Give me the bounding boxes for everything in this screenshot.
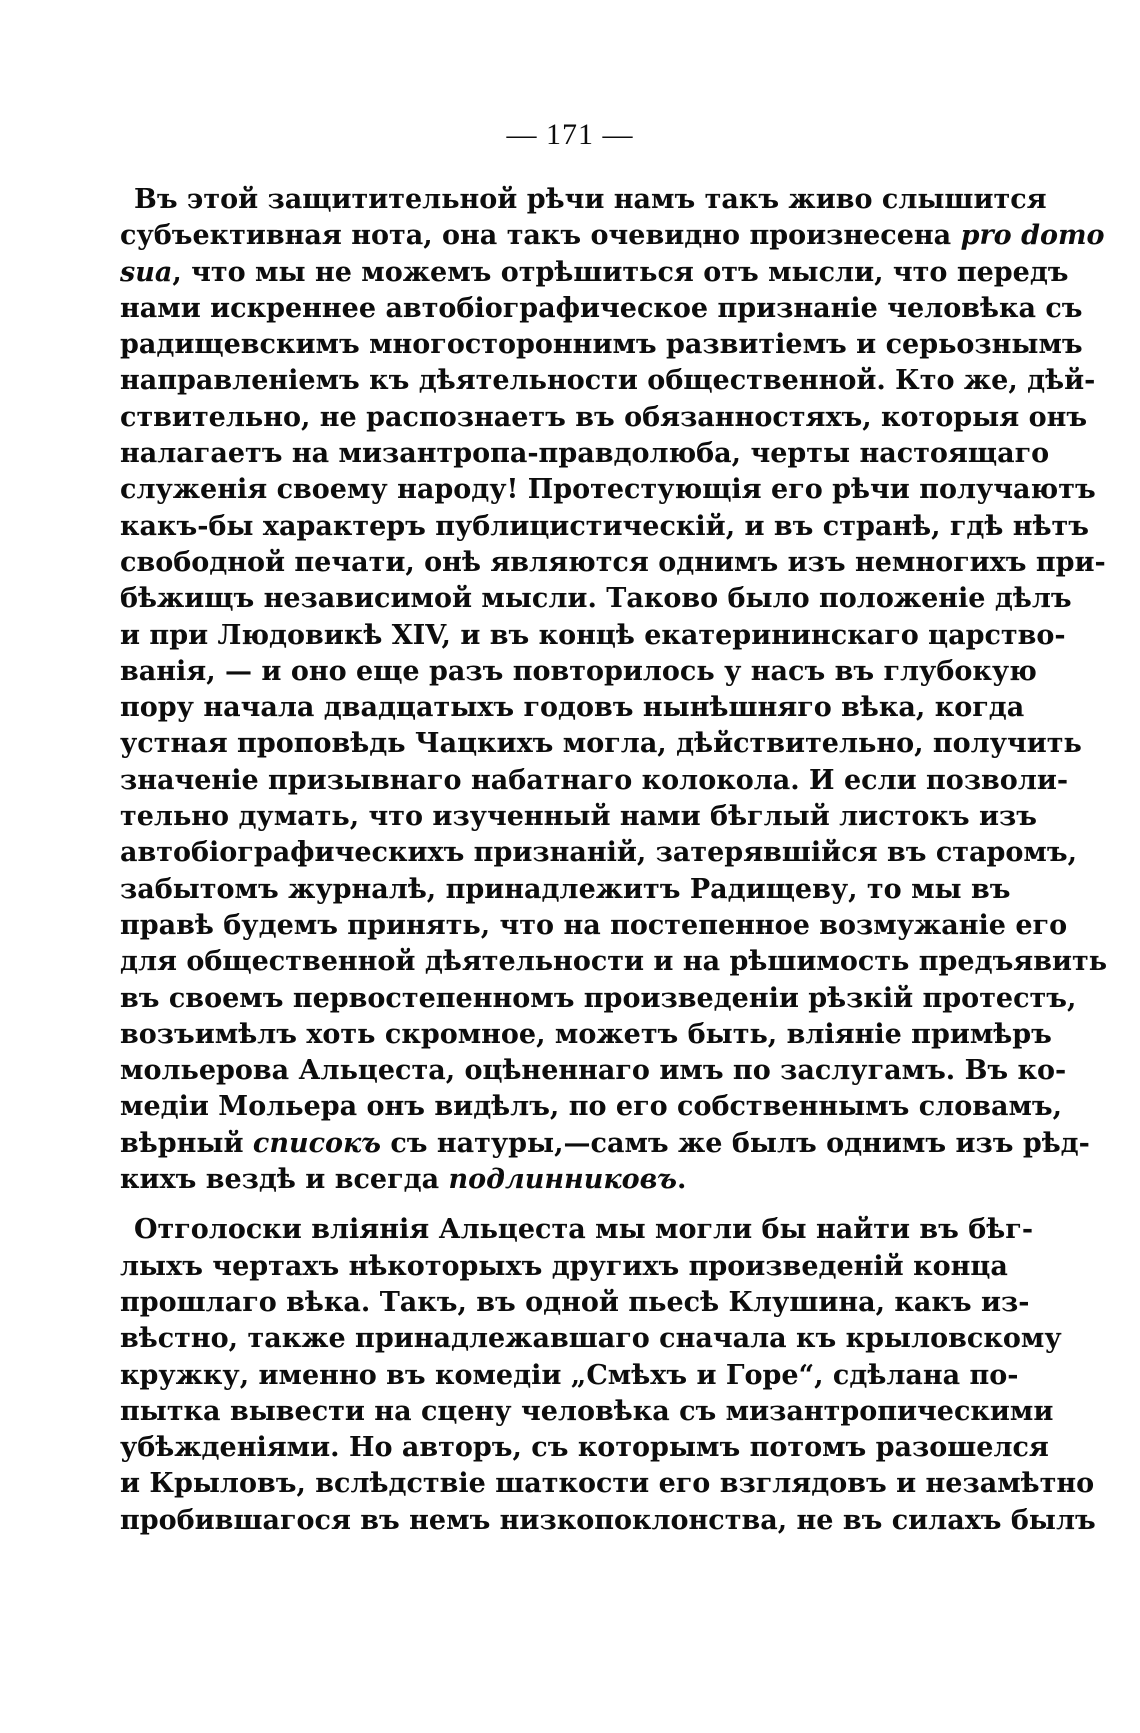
text-line: тельно думать, что изученный нами бѣглый листокъ изъ [120, 801, 1037, 833]
emphasized-word: списокъ [252, 1127, 381, 1159]
text-line: и при Людовикѣ XIV, и въ концѣ екатерининскаго царство- [120, 619, 1066, 651]
paragraph-2 [120, 1212, 1096, 1539]
text-line: радищевскимъ многостороннимъ развитіемъ и серьознымъ [120, 329, 1083, 361]
text-line: Въ этой защитительной рѣчи намъ такъ живо слышится [134, 184, 1047, 215]
text-line [120, 255, 1069, 291]
text-line: свободной печати, онѣ являются однимъ изъ немногихъ при- [120, 546, 1106, 578]
text-line: налагаетъ на мизантропа-правдолюба, черты настоящаго [120, 438, 1050, 470]
text-line: и Крыловъ, вслѣдствіе шаткости его взглядовъ и незамѣтно [120, 1468, 1095, 1500]
text-line: мольерова Альцеста, оцѣненнаго имъ по заслугамъ. Въ ко- [120, 1055, 1067, 1087]
text-line: правѣ будемъ принять, что на постепенное возмужаніе его [120, 909, 1068, 941]
text-line: медіи Мольера онъ видѣлъ, по его собственнымъ словамъ, [120, 1091, 1063, 1123]
text-line: пробившагося въ немъ низкопоклонства, не въ силахъ былъ [120, 1504, 1096, 1536]
text-fragment: субъективная нота, она такъ очевидно произнесена [120, 220, 952, 252]
text-line: устная проповѣдь Чацкихъ могла, дѣйствительно, получить [120, 728, 1082, 760]
text-line: нами искреннее автобіографическое признаніе человѣка съ [120, 292, 1083, 324]
text-line: кружку, именно въ комедіи „Смѣхъ и Горе“, сдѣлана по- [120, 1359, 1019, 1391]
text-line: значеніе призывнаго набатнаго колокола. И если позволи- [120, 764, 1069, 796]
text-fragment: кихъ вездѣ и всегда [120, 1164, 440, 1196]
text-line: лыхъ чертахъ нѣкоторыхъ другихъ произведеній конца [120, 1250, 1008, 1282]
latin-phrase: sua [120, 256, 173, 288]
body-text [120, 182, 1108, 1539]
text-line: Отголоски вліянія Альцеста мы могли бы найти въ бѣг- [134, 1214, 1034, 1246]
text-line: автобіографическихъ признаній, затерявшійся въ старомъ, [120, 837, 1077, 869]
text-line: какъ-бы характеръ публицистическій, и въ странѣ, гдѣ нѣтъ [120, 510, 1089, 542]
text-fragment: съ натуры,—самъ же былъ однимъ изъ рѣд- [390, 1127, 1090, 1159]
text-line: пору начала двадцатыхъ годовъ нынѣшняго вѣка, когда [120, 692, 1025, 724]
text-fragment: вѣрный [120, 1127, 244, 1159]
text-line: пытка вывести на сцену человѣка съ мизантропическими [120, 1395, 1054, 1427]
text-line: бѣжищъ независимой мысли. Таково было положеніе дѣлъ [120, 583, 1072, 615]
text-line: убѣжденіями. Но авторъ, съ которымъ потомъ разошелся [120, 1432, 1049, 1464]
paragraph-1 [120, 182, 1108, 1198]
text-fragment: , что мы не можемъ отрѣшиться отъ мысли, что передъ [172, 256, 1069, 288]
text-line: ствительно, не распознаетъ въ обязанностяхъ, которыя онъ [120, 401, 1088, 433]
page-number: — 171 — [506, 118, 634, 151]
text-line [120, 1126, 1090, 1162]
text-line: забытомъ журналѣ, принадлежитъ Радищеву, то мы въ [120, 873, 1011, 905]
text-fragment: . [676, 1164, 687, 1196]
latin-phrase: pro domo [960, 220, 1105, 252]
text-line: прошлаго вѣка. Такъ, въ одной пьесѣ Клушина, какъ из- [120, 1286, 1030, 1318]
text-line: направленіемъ къ дѣятельности общественной. Кто же, дѣй- [120, 365, 1096, 397]
text-line: вѣстно, также принадлежавшаго сначала къ крыловскому [120, 1323, 1062, 1355]
text-line: служенія своему народу! Протестующія его рѣчи получаютъ [120, 474, 1096, 506]
text-line: возъимѣлъ хоть скромное, можетъ быть, вліяніе примѣръ [120, 1018, 1052, 1050]
text-line [120, 218, 1105, 254]
emphasized-word: подлинниковъ [448, 1164, 677, 1196]
text-line: въ своемъ первостепенномъ произведеніи рѣзкій протестъ, [120, 982, 1077, 1014]
text-line [120, 1162, 970, 1198]
text-line: для общественной дѣятельности и на рѣшимость предъявить [120, 946, 1108, 978]
text-line: ванія, — и оно еще разъ повторилось у насъ въ глубокую [120, 655, 1037, 687]
